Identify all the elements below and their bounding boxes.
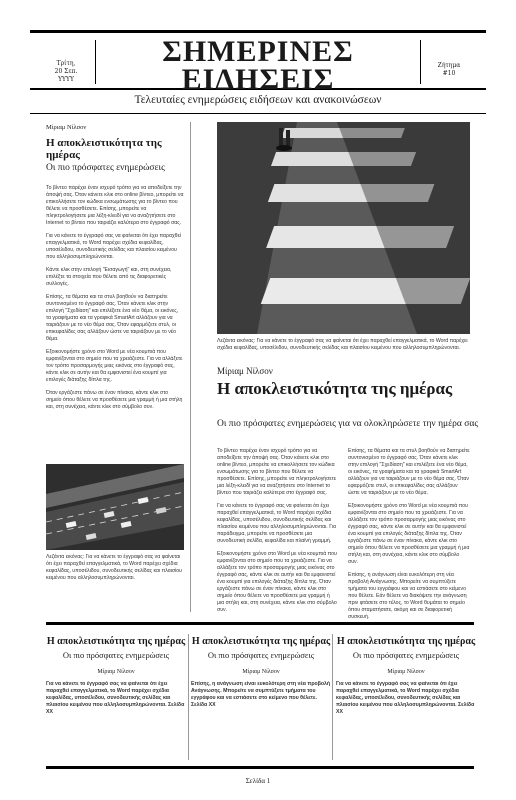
bottom-byline: Μίριαμ Νίλσον [387,669,425,675]
masthead-left-divider [95,40,96,84]
main-subhead: Οι πιο πρόσφατες ενημερώσεις για να ολοκληρώσετε την ημέρα σας [217,419,479,429]
issue-label: Ζήτημα [437,62,461,69]
date-day-month: 20 Σεπ. [54,68,78,75]
left-paragraph: Για να κάνετε το έγγραφό σας να φαίνεται ότι έχει παραχθεί επαγγελματικά, το Word παρέχει σχέδια κεφαλίδας, υποσέλιδου, συνοδευτικής σελίδας και πλαισίου κειμένου που αλληλοσυμπληρώνονται. [46,233,182,260]
bottom-headline: Η αποκλειστικότητα της ημέρας [46,636,186,647]
bottom-subhead: Οι πιο πρόσφατες ενημερώσεις [207,650,315,660]
bottom-article-3 [336,636,476,716]
crosswalk-photo [217,122,470,334]
main-column-2 [348,448,470,627]
main-paragraph: Εξοικονομήστε χρόνο στο Word με νέα κουμπιά που εμφανίζονται στο σημείο που τα χρειάζεστε. Για να αλλάξετε τον τρόπο προσαρμογής μιας εικόνας στο έγγραφό σας, κάντε κλικ σε αυτήν και θα εμφανιστεί ένα κουμπί για επιλογές διάταξης δίπλα της. Όταν εργάζεστε πάνω σε έναν πίνακα, κάντε κλικ στο σημείο όπου θέλετε να προσθέσετε μια γραμμή ή μια στήλη και, στη συνέχεια, κάντε κλικ στο σύμβολο συν. [348,503,470,565]
issue-value: #10 [442,70,456,77]
bottom-byline: Μίριαμ Νίλσον [97,669,135,675]
main-paragraph: Επίσης, τα θέματα και τα στυλ βοηθούν να διατηρείτε συντονισμένο το έγγραφό σας. Όταν κάνετε κλικ στην επιλογή "Σχεδίαση" και επιλέξετε ένα νέο θέμα, οι εικόνες, τα γραφήματα και τα γραφικά SmartArt αλλάζουν για να ταιριάζουν με το νέο θέμα σας. Όταν εφαρμόζετε στυλ, οι επικεφαλίδες σας αλλάζουν ώστε να ταιριάζουν με το νέο θέμα. [348,448,470,496]
date-weekday: Τρίτη, [56,60,76,67]
bottom-headline: Η αποκλειστικότητα της ημέρας [336,636,476,647]
bottom-subhead: Οι πιο πρόσφατες ενημερώσεις [62,650,170,660]
left-photo-caption: Λεζάντα εικόνας: Για να κάνετε το έγγραφό σας να φαίνεται ότι έχει παραχθεί επαγγελματικά, το Word παρέχει σχέδια κεφαλίδας, υποσέλιδου, συνοδευτικής σελίδας και πλαισίου κειμένου που αλληλοσυμπληρώνονται. [46,554,182,581]
issue-date [46,60,86,84]
bottom-headline: Η αποκλειστικότητα της ημέρας [191,636,331,647]
bottom-article-2 [191,636,331,709]
main-column-1 [217,448,337,620]
crosswalk-photo-graphic [217,122,470,334]
main-photo-caption: Λεζάντα εικόνας: Για να κάνετε το έγγραφό σας να φαίνεται ότι έχει παραχθεί επαγγελματικά, το Word παρέχει σχέδια κεφαλίδας, υποσέλιδου, συνοδευτικής σελίδας και πλαισίου κειμένου που αλληλοσυμπληρώνονται. [217,338,468,351]
left-paragraph: Όταν εργάζεστε πάνω σε έναν πίνακα, κάντε κλικ στο σημείο όπου θέλετε να προσθέσετε μια γραμμή ή μια στήλη και, στη συνέχεια, κάντε κλικ στο σύμβολο συν. [46,390,183,410]
left-headline: Η αποκλειστικότητα της ημέρας [46,137,162,161]
column-divider [190,122,191,612]
bottom-section-top-rule [46,622,474,625]
masthead-title [100,35,416,96]
bottom-divider [188,634,189,760]
left-subhead: Οι πιο πρόσφατες ενημερώσεις [46,163,165,173]
left-body [46,185,184,411]
left-paragraph: Εξοικονομήστε χρόνο στο Word με νέα κουμπιά που εμφανίζονται στο σημείο που τα χρειάζεστε. Για να αλλάξετε τον τρόπο προσαρμογής μιας εικόνας στο έγγραφό σας, κάντε κλικ σε αυτήν και θα εμφανιστεί ένα κουμπί για επιλογές διάταξης δίπλα της. [46,349,183,383]
main-paragraph: Για να κάνετε το έγγραφό σας να φαίνεται ότι έχει παραχθεί επαγγελματικά, το Word παρέχει σχέδια κεφαλίδας, υποσέλιδου, συνοδευτικής σελίδας και πλαισίου κειμένου που αλληλοσυμπληρώνονται. Για παράδειγμα, μπορείτε να προσθέσετε μια συνοδευτική σελίδα, κεφαλίδα και πλαϊνή γραμμή. [217,503,336,544]
tagline: Τελευταίες ενημερώσεις ειδήσεων και ανακοινώσεων [134,94,382,106]
issue-number [429,62,469,78]
highway-photo [46,464,184,550]
left-article [46,124,184,417]
bottom-text: Για να κάνετε το έγγραφό σας να φαίνεται ότι έχει παραχθεί επαγγελματικά, το Word παρέχει σχέδια κεφαλίδας, υποσέλιδου, συνοδευτικής σελίδας και πλαισίου κειμένου που αλληλοσυμπληρώνονται. Σελίδα XX [336,681,475,715]
left-paragraph: Επίσης, τα θέματα και τα στυλ βοηθούν να διατηρείτε συντονισμένο το έγγραφό σας. Όταν κάνετε κλικ στην επιλογή "Σχεδίαση" και επιλέξετε ένα νέο θέμα, οι εικόνες, τα γραφήματα και τα γραφικά SmartArt αλλάζουν για να ταιριάζουν με το νέο θέμα σας. Όταν εφαρμόζετε στυλ, οι επικεφαλίδες σας αλλάζουν ώστε να ταιριάζουν με το νέο θέμα. [46,294,179,342]
page-number: Σελίδα 1 [245,777,271,785]
main-headline: Η αποκλειστικότητα της ημέρας [217,379,453,398]
bottom-text: Επίσης, η ανάγνωση είναι ευκολότερη στη νέα προβολή Ανάγνωσης. Μπορείτε να συμπτύξετε τμήματα του εγγράφου και να εστιάσετε στο κείμενο που θέλετε. Σελίδα XX [191,681,331,708]
highway-photo-graphic [46,464,184,550]
footer-rule [46,766,474,769]
bottom-byline: Μίριαμ Νίλσον [242,669,280,675]
bottom-subhead: Οι πιο πρόσφατες ενημερώσεις [352,650,460,660]
main-paragraph: Επίσης, η ανάγνωση είναι ευκολότερη στη νέα προβολή Ανάγνωσης. Μπορείτε να συμπτύξετε τμήματα του εγγράφου και να εστιάσετε στο κείμενο που θέλετε. Εάν θέλετε να διακόψετε την ανάγνωση πριν φτάσετε στο τέλος, το Word θυμάται το σημείο όπου σταματήσατε, ακόμη και σε διαφορετική συσκευή. [348,572,467,620]
left-paragraph: Κάντε κλικ στην επιλογή "Εισαγωγή" και, στη συνέχεια, επιλέξτε τα στοιχεία που θέλετε από τις διαφορετικές συλλογές. [46,267,172,287]
masthead-title-line1: ΣΗΜΕΡΙΝΕΣ [162,35,354,68]
bottom-text: Για να κάνετε το έγγραφό σας να φαίνεται ότι έχει παραχθεί επαγγελματικά, το Word παρέχει σχέδια κεφαλίδας, υποσέλιδου, συνοδευτικής σελίδας και πλαισίου κειμένου που αλληλοσυμπληρώνονται. Σελίδα XX [46,681,185,715]
main-paragraph: Το βίντεο παρέχει έναν ισχυρό τρόπο για να αποδείξετε την άποψή σας. Όταν κάνετε κλικ στο online βίντεο, μπορείτε να επικολλήσετε τον κώδικα ενσωμάτωσης για το βίντεο που θέλετε να προσθέσετε. Επίσης, μπορείτε να πληκτρολογήσετε μια λέξη-κλειδί για να αναζητήσετε στο Internet το βίντεο που ταιριάζει καλύτερα στο έγγραφό σας. [217,448,337,496]
left-byline: Μίριαμ Νίλσον [46,124,87,131]
left-paragraph: Το βίντεο παρέχει έναν ισχυρό τρόπο για να αποδείξετε την άποψή σας. Όταν κάνετε κλικ στο online βίντεο, μπορείτε να επικολλήσετε τον κώδικα ενσωμάτωσης για το βίντεο που θέλετε να προσθέσετε. Επίσης, μπορείτε να πληκτρολογήσετε μια λέξη-κλειδί για να αναζητήσετε στο Internet το βίντεο που ταιριάζει καλύτερα στο έγγραφό σας. [46,185,184,226]
main-paragraph: Εξοικονομήστε χρόνο στο Word με νέα κουμπιά που εμφανίζονται στο σημείο που τα χρειάζεστε. Για να αλλάξετε τον τρόπο προσαρμογής μιας εικόνας στο έγγραφό σας, κάντε κλικ σε αυτήν και θα εμφανιστεί ένα κουμπί για επιλογές διάταξης δίπλα της. Όταν εργάζεστε πάνω σε έναν πίνακα, κάντε κλικ στο σημείο όπου θέλετε να προσθέσετε μια γραμμή ή μια στήλη και, στη συνέχεια, κάντε κλικ στο σύμβολο συν. [217,551,337,613]
date-year: YYYY [58,76,74,83]
bottom-divider [332,634,333,760]
bottom-article-1 [46,636,186,716]
top-rule [30,30,486,33]
masthead-right-divider [420,40,421,84]
main-byline: Μίριαμ Νίλσον [217,366,273,376]
masthead-title-line2: ΕΙΔΗΣΕΙΣ [181,63,335,96]
tagline-rule [30,113,486,114]
